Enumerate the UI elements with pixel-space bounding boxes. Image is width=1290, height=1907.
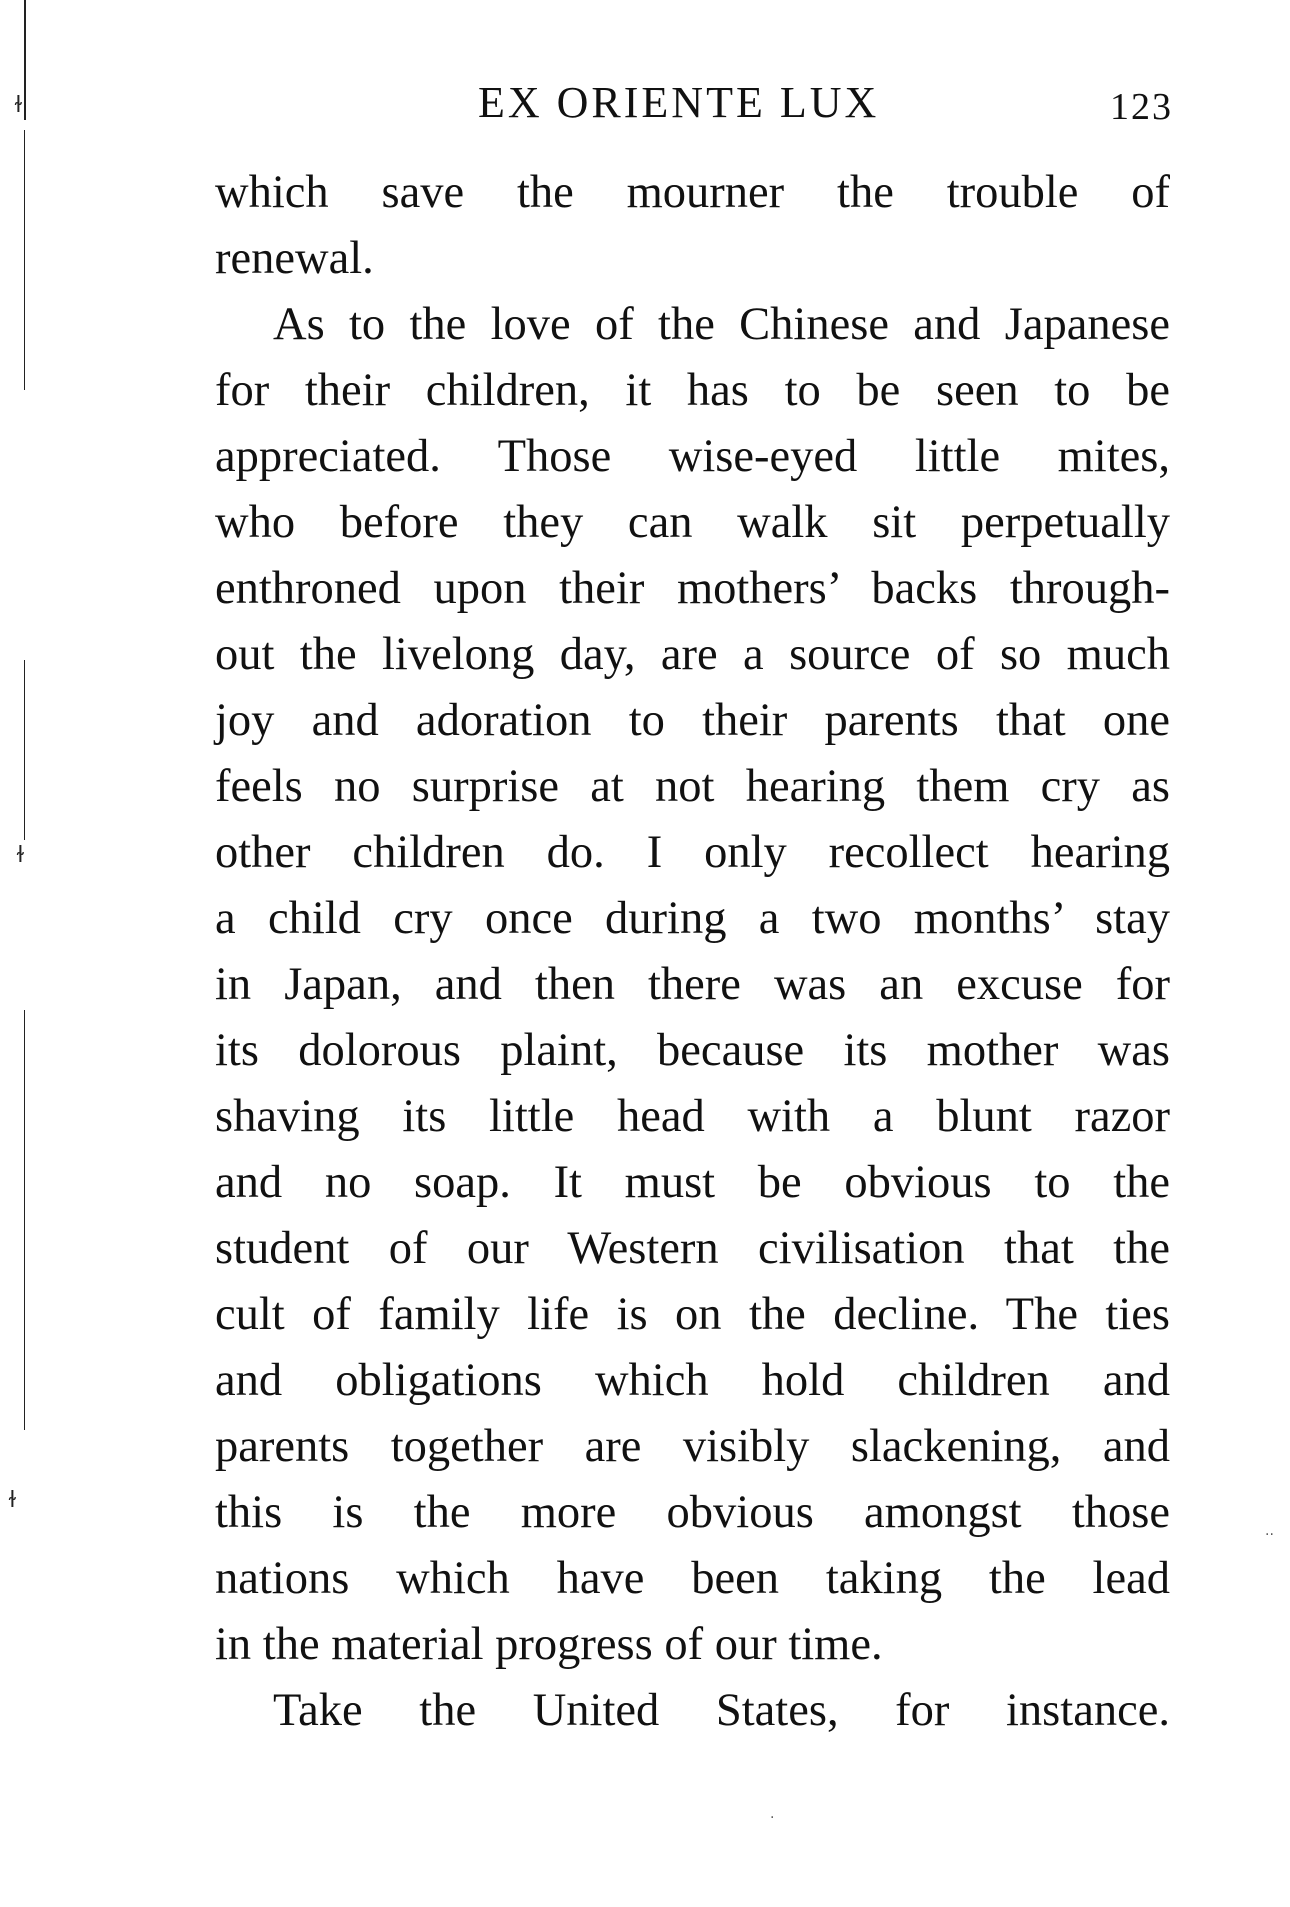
running-title: EX ORIENTE LUX — [478, 78, 880, 127]
text-line: which save the mourner the trouble of — [215, 167, 1170, 218]
text-line: a child cry once during a two months’ stay — [215, 893, 1170, 944]
text-line: student of our Western civilisation that the — [215, 1223, 1170, 1274]
text-line: and no soap. It must be obvious to the — [215, 1157, 1170, 1208]
text-line: in the material progress of our time. — [215, 1619, 883, 1670]
text-line: renewal. — [215, 233, 374, 284]
text-line: Take the United States, for instance. — [273, 1685, 1170, 1736]
text-line: who before they can walk sit perpetually — [215, 497, 1170, 548]
text-line: joy and adoration to their parents that one — [215, 695, 1170, 746]
text-line: As to the love of the Chinese and Japanese — [273, 299, 1170, 350]
gutter-mark-middle: ɫ — [16, 843, 25, 868]
text-line: its dolorous plaint, because its mother was — [215, 1025, 1170, 1076]
gutter-scan-line-middle — [24, 660, 25, 840]
gutter-mark-top: ɫ — [14, 93, 23, 118]
gutter-scan-line-lower — [24, 1010, 25, 1430]
scan-speck-bottom: · — [770, 1810, 775, 1826]
text-line: and obligations which hold children and — [215, 1355, 1170, 1406]
text-line: out the livelong day, are a source of so much — [215, 629, 1170, 680]
text-line: parents together are visibly slackening, and — [215, 1421, 1170, 1472]
text-line: for their children, it has to be seen to be — [215, 365, 1170, 416]
gutter-mark-lower: ɫ — [8, 1488, 17, 1513]
running-head — [0, 78, 1290, 128]
text-line: feels no surprise at not hearing them cry as — [215, 761, 1170, 812]
scan-speck-right: ·· — [1265, 1527, 1274, 1543]
gutter-scan-line-upper — [24, 130, 25, 390]
text-line: other children do. I only recollect hearing — [215, 827, 1170, 878]
text-line: enthroned upon their mothers’ backs through- — [215, 563, 1170, 614]
text-line: shaving its little head with a blunt razor — [215, 1091, 1170, 1142]
text-line: cult of family life is on the decline. The ties — [215, 1289, 1170, 1340]
text-line: in Japan, and then there was an excuse for — [215, 959, 1170, 1010]
text-line: nations which have been taking the lead — [215, 1553, 1170, 1604]
text-line: appreciated. Those wise-eyed little mites, — [215, 431, 1170, 482]
body-text — [215, 160, 1170, 1744]
text-line: this is the more obvious amongst those — [215, 1487, 1170, 1538]
page-number: 123 — [1110, 86, 1173, 128]
